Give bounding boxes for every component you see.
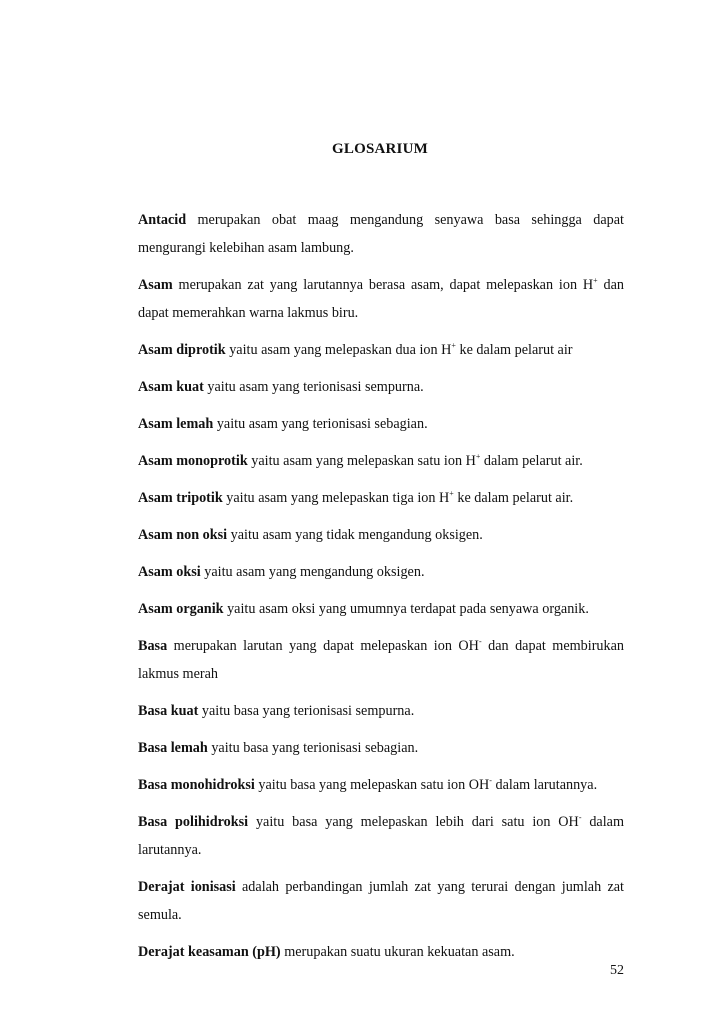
glossary-definition-continued: dalam larutannya. (138, 814, 625, 858)
glossary-entry (138, 447, 624, 475)
glossary-term: Asam lemah (138, 416, 214, 432)
glossary-term: Asam organik (138, 601, 224, 617)
glossary-entry (138, 808, 624, 864)
glossary-definition-continued: dalam larutannya. (491, 777, 598, 793)
glossary-entry (138, 521, 624, 549)
glossary-definition: yaitu asam yang terionisasi sempurna. (203, 379, 424, 395)
glossary-entry (138, 938, 624, 966)
glossary-term: Asam diprotik (138, 342, 226, 358)
glossary-definition: merupakan larutan yang dapat melepaskan ion OH (167, 638, 479, 654)
glossary-definition-continued: dalam pelarut air. (480, 453, 583, 469)
glossary-definition: yaitu asam yang tidak mengandung oksigen. (227, 527, 483, 543)
glossary-entry (138, 410, 624, 438)
glossary-term: Basa polihidroksi (138, 814, 249, 830)
glossary-entry (138, 595, 624, 623)
glossary-term: Asam monoprotik (138, 453, 248, 469)
glossary-term: Derajat ionisasi (138, 879, 236, 895)
ion-charge-superscript: - (478, 637, 482, 646)
glossary-definition: yaitu asam yang mengandung oksigen. (200, 564, 425, 580)
glossary-term: Basa monohidroksi (138, 777, 255, 793)
page-number: 52 (610, 963, 624, 978)
glossary-entry (138, 206, 624, 262)
ion-charge-superscript: + (451, 341, 456, 350)
glossary-term: Basa lemah (138, 740, 208, 756)
glossary-term: Asam oksi (138, 564, 201, 580)
glossary-definition: yaitu basa yang terionisasi sempurna. (198, 703, 415, 719)
ion-charge-superscript: + (449, 489, 454, 498)
ion-charge-superscript: - (489, 776, 492, 785)
glossary-list (138, 206, 624, 975)
glossary-entry (138, 336, 624, 364)
page-title: GLOSARIUM (332, 141, 428, 157)
glossary-entry (138, 734, 624, 762)
glossary-term: Asam non oksi (138, 527, 228, 543)
glossary-term: Antacid (138, 212, 187, 228)
glossary-entry (138, 632, 624, 688)
glossary-entry (138, 373, 624, 401)
glossary-definition: merupakan zat yang larutannya berasa asam, dapat melepaskan ion H (172, 277, 594, 293)
glossary-term: Asam (138, 277, 173, 293)
glossary-term: Derajat keasaman (pH) (138, 944, 281, 960)
glossary-definition: yaitu asam yang terionisasi sebagian. (213, 416, 428, 432)
ion-charge-superscript: - (578, 813, 582, 822)
ion-charge-superscript: + (593, 276, 598, 285)
glossary-definition-continued: ke dalam pelarut air. (453, 490, 574, 506)
glossary-entry (138, 484, 624, 512)
ion-charge-superscript: + (475, 452, 481, 461)
glossary-term: Asam kuat (138, 379, 204, 395)
glossary-term: Basa (138, 638, 168, 654)
glossary-entry (138, 771, 624, 799)
glossary-term: Basa kuat (138, 703, 199, 719)
glossary-definition: yaitu basa yang melepaskan satu ion OH (254, 777, 490, 793)
glossary-definition: yaitu asam yang melepaskan satu ion H (247, 453, 476, 469)
glossary-definition: yaitu basa yang melepaskan lebih dari satu ion OH (248, 814, 579, 830)
glossary-definition: adalah perbandingan jumlah zat yang terurai dengan jumlah zat semula. (138, 879, 624, 923)
glossary-term: Asam tripotik (138, 490, 223, 506)
glossary-definition-continued: dan dapat membirukan lakmus merah (138, 638, 625, 682)
glossary-entry (138, 873, 624, 929)
glossary-entry (138, 271, 624, 327)
glossary-entry (138, 558, 624, 586)
glossary-definition: yaitu asam oksi yang umumnya terdapat pada senyawa organik. (223, 601, 589, 617)
glossary-entry (138, 697, 624, 725)
glossary-definition: yaitu asam yang melepaskan tiga ion H (222, 490, 450, 506)
glossary-definition-continued: ke dalam pelarut air (455, 342, 573, 358)
glossary-definition: yaitu asam yang melepaskan dua ion H (225, 342, 452, 358)
glossary-definition: merupakan obat maag mengandung senyawa basa sehingga dapat mengurangi kelebihan asam lambung. (138, 212, 624, 256)
glossary-definition-continued: dan dapat memerahkan warna lakmus biru. (138, 277, 624, 321)
glossary-definition: merupakan suatu ukuran kekuatan asam. (280, 944, 515, 960)
glossary-definition: yaitu basa yang terionisasi sebagian. (207, 740, 419, 756)
